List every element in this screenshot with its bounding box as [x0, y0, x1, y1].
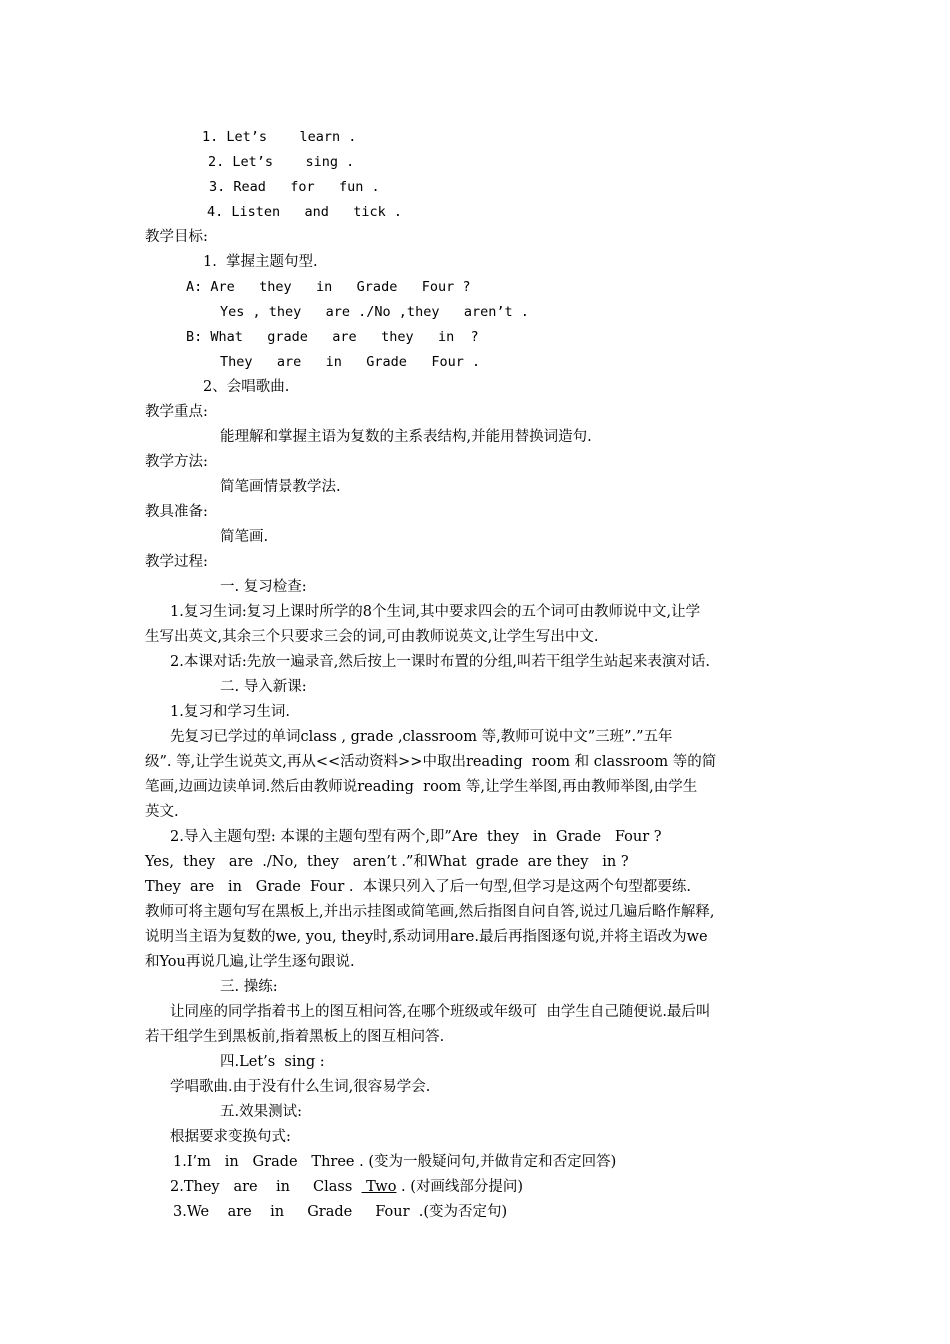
lesson-item-3: 3. Read for fun . — [209, 179, 380, 195]
test-item-2-underlined: Two — [361, 1179, 397, 1195]
section-2-para-3-line-3: They are in Grade Four . 本课只列入了后一句型,但学习是这两个句型都要练. — [145, 879, 691, 895]
section-4-title: 四.Let’s sing : — [220, 1054, 325, 1070]
goals-item-2: 2、会唱歌曲. — [203, 379, 290, 395]
section-2-para-2-line-4: 英文. — [145, 804, 179, 820]
tools-text: 简笔画. — [220, 529, 269, 545]
test-item-2-post: . (对画线部分提问) — [396, 1179, 524, 1195]
section-5-title: 五.效果测试: — [220, 1104, 302, 1120]
section-1-para-2: 2.本课对话:先放一遍录音,然后按上一课时布置的分组,叫若干组学生站起来表演对话. — [170, 654, 711, 670]
test-item-1: 1.I’m in Grade Three . (变为一般疑问句,并做肯定和否定回答) — [173, 1154, 617, 1170]
lesson-item-1: 1. Let’s learn . — [202, 129, 357, 145]
goals-b-answer: They are in Grade Four . — [220, 354, 481, 370]
goals-heading: 教学目标: — [145, 229, 208, 245]
section-2-para-2-line-3: 笔画,边画边读单词.然后由教师说reading room 等,让学生举图,再由教师举图,由学生 — [145, 779, 698, 795]
test-item-2-pre: 2.They are in Class — [170, 1179, 362, 1195]
section-3-title: 三. 操练: — [220, 979, 278, 995]
section-2-para-2-line-1: 先复习已学过的单词class , grade ,classroom 等,教师可说中文”三班”.”五年 — [170, 729, 673, 745]
section-2-para-3-line-4: 教师可将主题句写在黑板上,并出示挂图或简笔画,然后指图自问自答,说过几遍后略作解释, — [145, 904, 715, 920]
section-1-para-1-line-1: 1.复习生词:复习上课时所学的8个生词,其中要求四会的五个词可由教师说中文,让学 — [170, 604, 701, 620]
section-2-para-1: 1.复习和学习生词. — [170, 704, 290, 720]
key-text: 能理解和掌握主语为复数的主系表结构,并能用替换词造句. — [220, 429, 592, 445]
section-2-para-3-line-5: 说明当主语为复数的we, you, they时,系动词用are.最后再指图逐句说,并将主语改为we — [145, 929, 708, 945]
key-heading: 教学重点: — [145, 404, 208, 420]
section-1-para-1-line-2: 生写出英文,其余三个只要求三会的词,可由教师说英文,让学生写出中文. — [145, 629, 599, 645]
test-item-3: 3.We are in Grade Four .(变为否定句) — [173, 1204, 508, 1220]
process-heading: 教学过程: — [145, 554, 208, 570]
section-3-para-line-2: 若干组学生到黑板前,指着黑板上的图互相问答. — [145, 1029, 445, 1045]
lesson-item-2: 2. Let’s sing . — [208, 154, 355, 170]
goals-a-answer: Yes , they are ./No ,they aren’t . — [220, 304, 529, 320]
section-2-para-3-line-2: Yes, they are ./No, they aren’t .”和What grade are they in ? — [145, 854, 629, 870]
section-2-title: 二. 导入新课: — [220, 679, 307, 695]
goals-a-question: A: Are they in Grade Four ? — [186, 279, 471, 295]
section-2-para-2-line-2: 级”. 等,让学生说英文,再从<<活动资料>>中取出reading room 和 classroom 等的简 — [145, 754, 717, 770]
section-1-title: 一. 复习检查: — [220, 579, 307, 595]
section-2-para-3-line-1: 2.导入主题句型: 本课的主题句型有两个,即”Are they in Grade Four ? — [170, 829, 662, 845]
test-item-2 — [170, 1177, 523, 1197]
section-2-para-3-line-6: 和You再说几遍,让学生逐句跟说. — [145, 954, 355, 970]
section-3-para-line-1: 让同座的同学指着书上的图互相问答,在哪个班级或年级可 由学生自己随便说.最后叫 — [170, 1004, 711, 1020]
goals-b-question: B: What grade are they in ? — [186, 329, 479, 345]
lesson-item-4: 4. Listen and tick . — [207, 204, 403, 220]
tools-heading: 教具准备: — [145, 504, 208, 520]
method-text: 简笔画情景教学法. — [220, 479, 341, 495]
section-5-intro: 根据要求变换句式: — [170, 1129, 291, 1145]
goals-item-1: 1. 掌握主题句型. — [203, 254, 318, 270]
section-4-para: 学唱歌曲.由于没有什么生词,很容易学会. — [170, 1079, 431, 1095]
method-heading: 教学方法: — [145, 454, 208, 470]
